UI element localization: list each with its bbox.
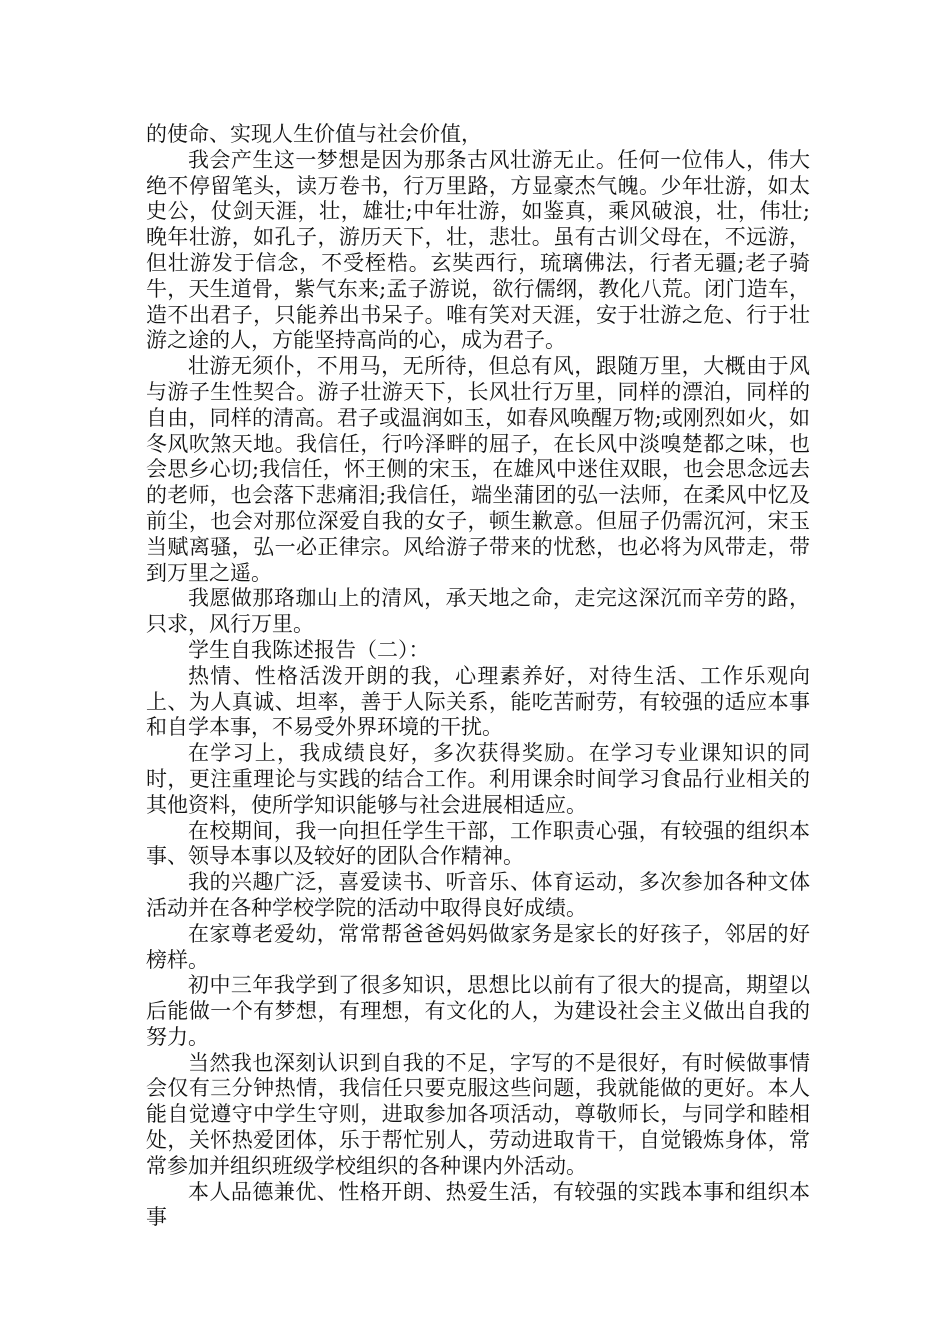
paragraph-2: 我会产生这一梦想是因为那条古风壮游无止。任何一位伟人，伟大绝不停留笔头，读万卷书，行万里路，方显豪杰气魄。少年壮游，如太史公，仗剑天涯，壮，雄壮;中年壮游，如鉴真，乘风破浪，壮，伟壮;晚年壮游，如孔子，游历天下，壮，悲壮。虽有古训父母在，不远游，但壮游发于信念，不受桎梏。玄奘西行，琉璃佛法，行者无疆;老子骑牛，天生道骨，紫气东来;孟子游说，欲行儒纲，教化八荒。闭门造车，造不出君子，只能养出书呆子。唯有笑对天涯，安于壮游之危、行于壮游之途的人，方能坚持高尚的心，成为君子。: [146, 147, 810, 353]
document-body: [146, 122, 810, 1231]
paragraph-4: 我愿做那珞珈山上的清风，承天地之命，走完这深沉而辛劳的路，只求，风行万里。: [146, 586, 810, 637]
paragraph-1: 的使命、实现人生价值与社会价值，: [146, 122, 482, 146]
paragraph-10: 在家尊老爱幼，常常帮爸爸妈妈做家务是家长的好孩子，邻居的好榜样。: [146, 921, 810, 972]
paragraph-6: 热情、性格活泼开朗的我，心理素养好，对待生活、工作乐观向上、为人真诚、坦率，善于人际关系，能吃苦耐劳，有较强的适应本事和自学本事，不易受外界环境的干扰。: [146, 663, 810, 740]
paragraph-12: 当然我也深刻认识到自我的不足，字写的不是很好，有时候做事情会仅有三分钟热情，我信任只要克服这些问题，我就能做的更好。本人能自觉遵守中学生守则，进取参加各项活动，尊敬师长，与同学和睦相处，关怀热爱团体，乐于帮忙别人，劳动进取肯干，自觉锻炼身体，常常参加并组织班级学校组织的各种课内外活动。: [146, 1050, 810, 1178]
paragraph-9: 我的兴趣广泛，喜爱读书、听音乐、体育运动，多次参加各种文体活动并在各种学校学院的活动中取得良好成绩。: [146, 870, 810, 920]
paragraph-11: 初中三年我学到了很多知识，思想比以前有了很大的提高，期望以后能做一个有梦想，有理想，有文化的人，为建设社会主义做出自我的努力。: [146, 973, 810, 1049]
section-heading: 学生自我陈述报告（二）：: [188, 637, 430, 662]
paragraph-13: 本人品德兼优、性格开朗、热爱生活，有较强的实践本事和组织本事: [146, 1179, 810, 1230]
paragraph-3: 壮游无须仆，不用马，无所待，但总有风，跟随万里，大概由于风与游子生性契合。游子壮游天下，长风壮行万里，同样的漂泊，同样的自由，同样的清高。君子或温润如玉，如春风唤醒万物;或刚烈如火，如冬风吹煞天地。我信任，行吟泽畔的屈子，在长风中淡嗅楚都之味，也会思乡心切;我信任，怀王侧的宋玉，在雄风中迷住双眼，也会思念远去的老师，也会落下悲痛泪;我信任，端坐蒲团的弘一法师，在柔风中忆及前尘，也会对那位深爱自我的女子，顿生歉意。但屈子仍需沉河，宋玉当赋离骚，弘一必正律宗。风给游子带来的忧愁，也必将为风带走，带到万里之遥。: [146, 354, 810, 585]
paragraph-7: 在学习上，我成绩良好，多次获得奖励。在学习专业课知识的同时，更注重理论与实践的结合工作。利用课余时间学习食品行业相关的其他资料，使所学知识能够与社会进展相适应。: [146, 741, 810, 817]
paragraph-8: 在校期间，我一向担任学生干部，工作职责心强，有较强的组织本事、领导本事以及较好的团队合作精神。: [146, 818, 810, 869]
